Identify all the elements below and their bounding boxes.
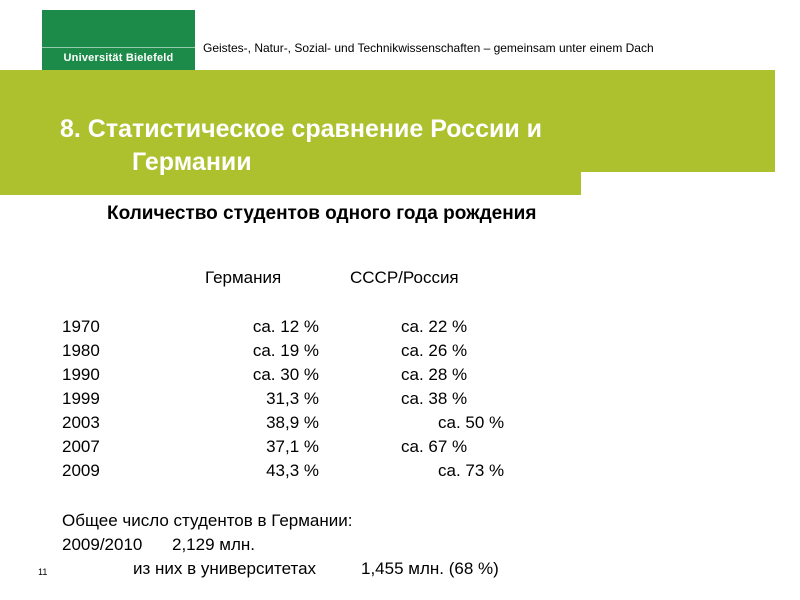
summary-university-value: 1,455 млн. (68 %) (361, 559, 499, 578)
slide-title (60, 113, 542, 179)
column-header-germany: Германия (205, 268, 282, 287)
row-year: 1999 (62, 389, 100, 408)
summary-total-value: 2,129 млн. (172, 535, 255, 554)
row-germany-value: 31,3 % (266, 389, 319, 408)
column-header-russia: СССР/Россия (350, 268, 459, 287)
row-year: 2003 (62, 413, 100, 432)
row-russia-value: ca. 67 % (401, 437, 468, 456)
row-russia-value: ca. 73 % (438, 461, 505, 480)
row-russia-value: ca. 50 % (438, 413, 505, 432)
logo-divider (42, 47, 195, 48)
university-logo (42, 10, 195, 70)
row-year: 2009 (62, 461, 100, 480)
row-germany-value: 43,3 % (266, 461, 319, 480)
slide-number: 11 (38, 567, 48, 577)
row-russia-value: ca. 26 % (401, 341, 468, 360)
slide-subtitle: Количество студентов одного года рождения (107, 203, 537, 224)
row-russia-value: ca. 22 % (401, 317, 468, 336)
logo-text: Universität Bielefeld (63, 52, 174, 64)
row-year: 1990 (62, 365, 100, 384)
header-tagline: Geistes-, Natur-, Sozial- und Technikwissenschaften – gemeinsam unter einem Dach (203, 41, 654, 55)
row-germany-value: 38,9 % (266, 413, 319, 432)
slide-title-line2: Германии (132, 148, 252, 176)
row-year: 1970 (62, 317, 100, 336)
row-year: 1980 (62, 341, 100, 360)
row-germany-value: 37,1 % (266, 437, 319, 456)
summary-university-label: из них в университетах (133, 559, 317, 578)
summary-year-label: 2009/2010 (62, 535, 143, 554)
row-russia-value: ca. 28 % (401, 365, 468, 384)
row-germany-value: ca. 30 % (252, 365, 319, 384)
slide-title-line1: 8. Статистическое сравнение России и (60, 115, 543, 143)
row-year: 2007 (62, 437, 100, 456)
row-germany-value: ca. 19 % (252, 341, 319, 360)
row-russia-value: ca. 38 % (401, 389, 468, 408)
summary-total-label: Общее число студентов в Германии: (62, 511, 353, 530)
row-germany-value: ca. 12 % (252, 317, 319, 336)
